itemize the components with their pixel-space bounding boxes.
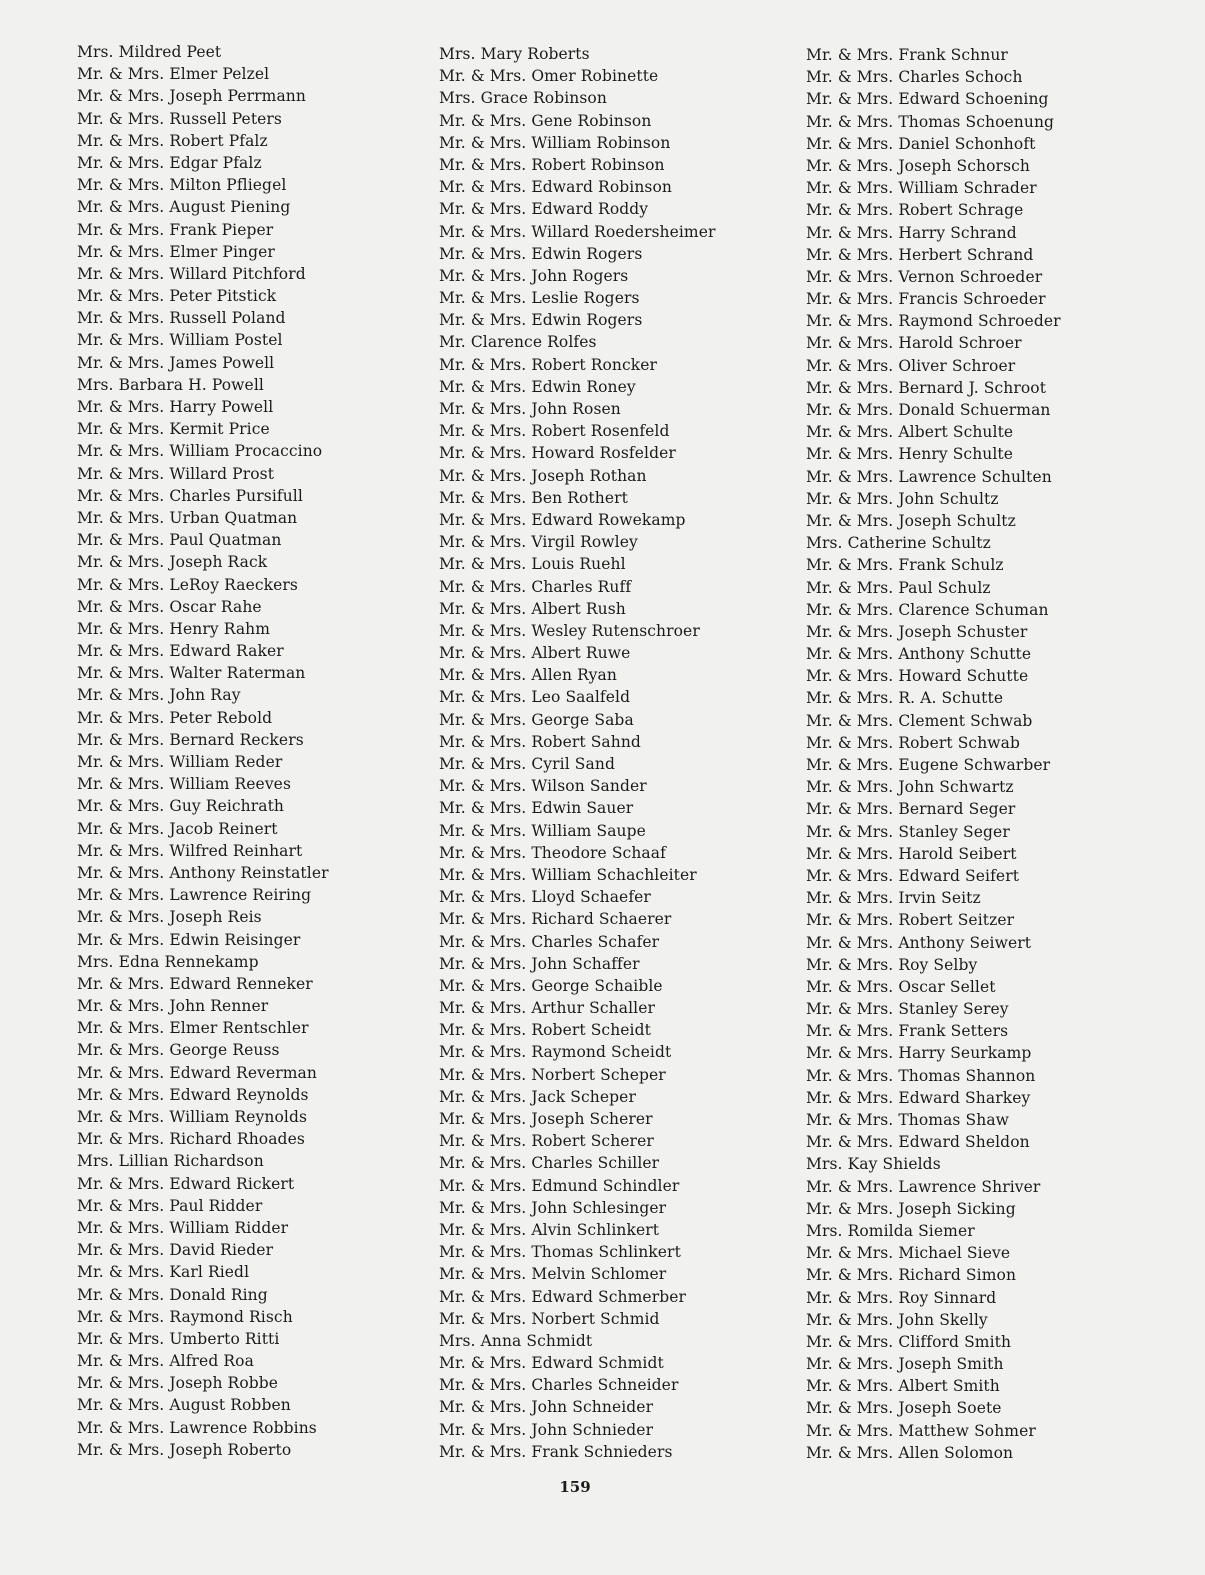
name-entry: Mr. & Mrs. Charles Schoch — [806, 68, 1023, 87]
name-entry: Mr. & Mrs. Clement Schwab — [806, 711, 1033, 730]
name-entry: Mr. & Mrs. Robert Roncker — [439, 355, 658, 374]
name-entry: Mr. & Mrs. Raymond Scheidt — [439, 1043, 672, 1062]
name-entry: Mr. & Mrs. Russell Poland — [77, 309, 286, 328]
name-entry: Mr. & Mrs. Willard Roedersheimer — [439, 222, 716, 241]
name-entry: Mr. & Mrs. Michael Sieve — [806, 1244, 1011, 1263]
name-entry: Mr. & Mrs. Joseph Reis — [77, 908, 262, 927]
name-entry: Mr. & Mrs. Joseph Scherer — [439, 1110, 653, 1128]
name-entry: Mr. & Mrs. Richard Rhoades — [77, 1130, 305, 1149]
name-entry: Mr. & Mrs. Richard Simon — [806, 1266, 1017, 1285]
name-entry: Mr. & Mrs. Frank Schnieders — [439, 1442, 673, 1461]
name-entry: Mr. & Mrs. Robert Seitzer — [806, 911, 1015, 930]
name-entry: Mr. & Mrs. Edward Reverman — [77, 1063, 317, 1082]
name-entry: Mr. & Mrs. Joseph Schorsch — [806, 156, 1030, 175]
name-entry: Mr. & Mrs. Lawrence Shriver — [806, 1177, 1041, 1196]
name-entry: Mr. & Mrs. Wilson Sander — [439, 777, 647, 796]
name-entry: Mr. & Mrs. Theodore Schaaf — [439, 843, 666, 862]
name-entry: Mr. & Mrs. Edwin Roney — [439, 377, 636, 396]
name-entry: Mr. & Mrs. Robert Sahnd — [439, 732, 641, 751]
name-entry: Mr. & Mrs. Alvin Schlinkert — [439, 1220, 660, 1239]
name-entry: Mr. & Mrs. John Skelly — [806, 1310, 988, 1329]
name-entry: Mr. & Mrs. Kermit Price — [77, 420, 270, 439]
name-entry: Mr. & Mrs. R. A. Schutte — [806, 689, 1004, 708]
name-entry: Mr. & Mrs. Guy Reichrath — [77, 797, 285, 816]
name-entry: Mr. & Mrs. Edwin Rogers — [439, 244, 643, 263]
name-entry: Mr. & Mrs. Albert Ruwe — [439, 644, 631, 663]
name-entry: Mr. & Mrs. Harold Seibert — [806, 844, 1017, 863]
name-entry: Mr. & Mrs. Lawrence Reiring — [77, 886, 312, 905]
name-entry: Mr. & Mrs. John Rosen — [439, 400, 621, 418]
name-entry: Mr. & Mrs. Wesley Rutenschroer — [439, 621, 700, 640]
name-entry: Mr. & Mrs. Robert Pfalz — [77, 131, 268, 150]
name-entry: Mr. & Mrs. Melvin Schlomer — [439, 1265, 667, 1284]
name-entry: Mr. & Mrs. John Rogers — [439, 266, 629, 285]
name-entry: Mr. & Mrs. Virgil Rowley — [439, 533, 638, 552]
name-entry: Mr. & Mrs. LeRoy Raeckers — [77, 575, 298, 594]
name-entry: Mr. & Mrs. Clifford Smith — [806, 1332, 1012, 1351]
name-entry: Mr. & Mrs. Willard Pitchford — [77, 264, 306, 283]
name-entry: Mr. & Mrs. Russell Peters — [77, 109, 282, 128]
name-entry: Mrs. Grace Robinson — [439, 89, 607, 108]
name-entry: Mr. & Mrs. Leo Saalfeld — [439, 688, 631, 707]
name-entry: Mr. & Mrs. James Powell — [77, 353, 275, 372]
name-column-middle — [439, 43, 716, 1463]
name-entry: Mr. & Mrs. Paul Ridder — [77, 1196, 263, 1215]
name-entry: Mr. & Mrs. Ben Rothert — [439, 488, 628, 507]
name-entry: Mr. & Mrs. Paul Schulz — [806, 578, 991, 597]
name-entry: Mrs. Catherine Schultz — [806, 534, 991, 553]
name-entry: Mr. & Mrs. Edward Rickert — [77, 1174, 295, 1193]
name-entry: Mr. & Mrs. Herbert Schrand — [806, 245, 1034, 264]
name-entry: Mr. & Mrs. William Reeves — [77, 775, 291, 794]
name-entry: Mr. & Mrs. Edward Schmerber — [439, 1287, 687, 1306]
name-entry: Mr. & Mrs. Raymond Schroeder — [806, 312, 1061, 331]
name-entry: Mr. & Mrs. Robert Robinson — [439, 155, 665, 174]
name-entry: Mr. & Mrs. George Reuss — [77, 1041, 280, 1060]
name-entry: Mrs. Mary Roberts — [439, 45, 590, 63]
page-number: 159 — [559, 1478, 591, 1496]
name-entry: Mrs. Lillian Richardson — [77, 1152, 264, 1171]
name-entry: Mr. & Mrs. Robert Rosenfeld — [439, 422, 670, 441]
name-entry: Mr. & Mrs. Henry Schulte — [806, 445, 1014, 464]
name-entry: Mr. & Mrs. Harry Seurkamp — [806, 1044, 1032, 1063]
name-entry: Mr. & Mrs. Charles Ruff — [439, 577, 632, 596]
name-entry: Mr. & Mrs. Karl Riedl — [77, 1263, 250, 1282]
name-entry: Mr. & Mrs. Charles Schafer — [439, 932, 660, 951]
name-entry: Mr. & Mrs. Thomas Shaw — [806, 1111, 1010, 1129]
name-entry: Mr. & Mrs. Milton Pfliegel — [77, 176, 287, 195]
name-entry: Mr. & Mrs. David Rieder — [77, 1241, 274, 1260]
name-entry: Mr. & Mrs. Joseph Roberto — [77, 1440, 292, 1459]
name-entry: Mrs. Edna Rennekamp — [77, 952, 259, 971]
name-entry: Mr. & Mrs. Edward Sharkey — [806, 1088, 1031, 1107]
name-entry: Mr. & Mrs. Charles Pursifull — [77, 486, 303, 505]
name-entry: Mr. & Mrs. Francis Schroeder — [806, 290, 1046, 309]
name-entry: Mr. & Mrs. Edward Rowekamp — [439, 510, 686, 529]
name-entry: Mr. & Mrs. Donald Ring — [77, 1285, 268, 1304]
name-entry: Mr. & Mrs. Jack Scheper — [439, 1087, 636, 1106]
name-entry: Mr. & Mrs. August Piening — [77, 198, 291, 217]
name-entry: Mr. & Mrs. Frank Pieper — [77, 220, 274, 239]
name-entry: Mr. & Mrs. Henry Rahm — [77, 619, 271, 638]
name-entry: Mr. & Mrs. William Postel — [77, 331, 283, 350]
name-entry: Mr. & Mrs. Oscar Sellet — [806, 977, 996, 996]
name-entry: Mr. & Mrs. Irvin Seitz — [806, 889, 981, 908]
name-entry: Mr. & Mrs. Edwin Sauer — [439, 799, 634, 818]
name-entry: Mr. & Mrs. Joseph Smith — [806, 1355, 1004, 1374]
name-entry: Mr. & Mrs. Wilfred Reinhart — [77, 841, 303, 860]
name-entry: Mr. & Mrs. Roy Selby — [806, 955, 978, 974]
name-entry: Mr. & Mrs. William Procaccino — [77, 442, 323, 461]
name-entry: Mr. & Mrs. George Schaible — [439, 976, 663, 995]
name-entry: Mr. & Mrs. Vernon Schroeder — [806, 267, 1043, 286]
name-entry: Mr. & Mrs. Oscar Rahe — [77, 597, 262, 616]
name-entry: Mr. & Mrs. Joseph Robbe — [77, 1374, 279, 1393]
name-entry: Mr. & Mrs. Charles Schiller — [439, 1154, 660, 1173]
name-entry: Mrs. Anna Schmidt — [439, 1331, 593, 1350]
name-entry: Mr. & Mrs. Frank Schulz — [806, 556, 1004, 575]
name-entry: Mr. & Mrs. Umberto Ritti — [77, 1329, 280, 1348]
name-entry: Mr. & Mrs. Robert Schrage — [806, 201, 1024, 220]
name-entry: Mrs. Mildred Peet — [77, 43, 222, 61]
name-entry: Mr. & Mrs. Joseph Schuster — [806, 622, 1028, 641]
name-entry: Mr. & Mrs. Bernard Reckers — [77, 730, 304, 749]
name-entry: Mr. & Mrs. Joseph Schultz — [806, 511, 1016, 530]
name-entry: Mr. & Mrs. Norbert Scheper — [439, 1065, 666, 1084]
name-entry: Mr. & Mrs. Joseph Sicking — [806, 1199, 1016, 1218]
name-entry: Mr. & Mrs. Edwin Reisinger — [77, 930, 301, 949]
name-entry: Mr. & Mrs. Omer Robinette — [439, 67, 659, 86]
name-entry: Mr. & Mrs. Edgar Pfalz — [77, 153, 262, 172]
name-entry: Mr. & Mrs. William Schrader — [806, 179, 1037, 198]
name-entry: Mr. & Mrs. Stanley Seger — [806, 822, 1010, 841]
name-entry: Mr. & Mrs. John Schneider — [439, 1398, 654, 1417]
name-column-right — [806, 44, 1061, 1464]
name-entry: Mr. & Mrs. Lloyd Schaefer — [439, 888, 651, 907]
name-entry: Mr. & Mrs. Frank Setters — [806, 1022, 1009, 1041]
name-entry: Mr. & Mrs. John Schwartz — [806, 778, 1014, 797]
name-entry: Mr. & Mrs. Lawrence Schulten — [806, 467, 1052, 486]
name-entry: Mr. & Mrs. Edward Roddy — [439, 200, 649, 219]
name-entry: Mr. & Mrs. Edward Schmidt — [439, 1354, 664, 1373]
name-entry: Mr. & Mrs. Urban Quatman — [77, 508, 298, 527]
name-entry: Mr. & Mrs. Anthony Reinstatler — [77, 863, 329, 882]
name-entry: Mr. & Mrs. Joseph Perrmann — [77, 87, 306, 106]
name-entry: Mr. & Mrs. Allen Solomon — [806, 1443, 1014, 1462]
name-entry: Mr. & Mrs. John Schultz — [806, 489, 999, 508]
name-entry: Mr. & Mrs. Clarence Schuman — [806, 600, 1049, 619]
name-entry: Mr. & Mrs. Howard Rosfelder — [439, 444, 676, 463]
name-entry: Mr. & Mrs. Edwin Rogers — [439, 311, 643, 330]
name-entry: Mr. & Mrs. Harold Schroer — [806, 334, 1022, 353]
name-entry: Mr. & Mrs. Arthur Schaller — [439, 999, 655, 1018]
name-entry: Mr. & Mrs. William Saupe — [439, 821, 646, 840]
name-entry: Mr. & Mrs. Donald Schuerman — [806, 401, 1051, 419]
name-entry: Mr. & Mrs. Edward Sheldon — [806, 1133, 1030, 1152]
name-entry: Mr. & Mrs. Leslie Rogers — [439, 289, 640, 308]
name-entry: Mr. & Mrs. Thomas Shannon — [806, 1066, 1036, 1085]
name-entry: Mr. & Mrs. Joseph Rothan — [439, 466, 647, 485]
name-entry: Mr. & Mrs. John Ray — [77, 686, 241, 705]
name-entry: Mr. & Mrs. John Renner — [77, 997, 269, 1016]
name-entry: Mr. & Mrs. Daniel Schonhoft — [806, 134, 1036, 153]
name-entry: Mr. & Mrs. Albert Smith — [806, 1377, 1000, 1396]
name-entry: Mr. & Mrs. Gene Robinson — [439, 111, 652, 130]
name-entry: Mr. & Mrs. Elmer Rentschler — [77, 1019, 309, 1038]
name-entry: Mr. & Mrs. Bernard J. Schroot — [806, 378, 1047, 397]
name-entry: Mr. & Mrs. John Schnieder — [439, 1420, 654, 1439]
name-entry: Mr. & Mrs. Joseph Soete — [806, 1399, 1002, 1418]
name-entry: Mr. & Mrs. William Robinson — [439, 133, 671, 152]
name-entry: Mr. & Mrs. Norbert Schmid — [439, 1309, 660, 1328]
name-entry: Mr. & Mrs. Lawrence Robbins — [77, 1418, 317, 1437]
name-entry: Mr. & Mrs. Cyril Sand — [439, 755, 615, 773]
name-entry: Mr. & Mrs. Louis Ruehl — [439, 555, 626, 574]
name-entry: Mr. & Mrs. Albert Schulte — [806, 423, 1014, 442]
name-entry: Mr. & Mrs. Harry Powell — [77, 398, 274, 416]
name-entry: Mr. & Mrs. William Reder — [77, 753, 283, 771]
name-entry: Mr. & Mrs. Elmer Pinger — [77, 242, 275, 261]
name-entry: Mr. & Mrs. Robert Schwab — [806, 733, 1021, 752]
name-entry: Mr. & Mrs. Edward Raker — [77, 642, 284, 661]
name-entry: Mr. & Mrs. Robert Scherer — [439, 1132, 654, 1151]
name-entry: Mr. & Mrs. Peter Pitstick — [77, 287, 277, 306]
name-entry: Mr. & Mrs. Richard Schaerer — [439, 910, 672, 929]
name-entry: Mr. Clarence Rolfes — [439, 333, 597, 352]
name-entry: Mr. & Mrs. Anthony Seiwert — [806, 933, 1032, 952]
name-entry: Mr. & Mrs. August Robben — [77, 1396, 291, 1415]
name-entry: Mr. & Mrs. Thomas Schlinkert — [439, 1243, 681, 1262]
name-entry: Mr. & Mrs. Edward Renneker — [77, 974, 313, 993]
name-entry: Mr. & Mrs. Harry Schrand — [806, 223, 1017, 242]
name-entry: Mr. & Mrs. Oliver Schroer — [806, 356, 1016, 375]
name-entry: Mr. & Mrs. Edward Robinson — [439, 178, 672, 197]
name-entry: Mr. & Mrs. John Schlesinger — [439, 1198, 667, 1217]
name-entry: Mr. & Mrs. Edward Reynolds — [77, 1085, 309, 1104]
name-entry: Mr. & Mrs. Edward Seifert — [806, 866, 1020, 885]
name-entry: Mr. & Mrs. Peter Rebold — [77, 708, 273, 727]
name-entry: Mr. & Mrs. Frank Schnur — [806, 46, 1008, 64]
name-entry: Mrs. Kay Shields — [806, 1155, 941, 1174]
name-entry: Mr. & Mrs. Eugene Schwarber — [806, 756, 1051, 774]
name-entry: Mr. & Mrs. Thomas Schoenung — [806, 112, 1055, 131]
name-column-left — [77, 41, 329, 1461]
name-entry: Mr. & Mrs. Raymond Risch — [77, 1307, 293, 1326]
name-entry: Mr. & Mrs. Matthew Sohmer — [806, 1421, 1036, 1440]
name-entry: Mr. & Mrs. Stanley Serey — [806, 1000, 1009, 1019]
name-entry: Mr. & Mrs. William Reynolds — [77, 1108, 308, 1126]
name-entry: Mrs. Romilda Siemer — [806, 1221, 975, 1240]
name-entry: Mr. & Mrs. Bernard Seger — [806, 800, 1016, 819]
name-entry: Mr. & Mrs. Allen Ryan — [439, 666, 617, 685]
name-entry: Mr. & Mrs. Elmer Pelzel — [77, 65, 270, 84]
name-entry: Mr. & Mrs. Walter Raterman — [77, 664, 306, 683]
name-entry: Mr. & Mrs. Willard Prost — [77, 464, 275, 483]
name-entry: Mr. & Mrs. Roy Sinnard — [806, 1288, 997, 1307]
name-entry: Mr. & Mrs. George Saba — [439, 710, 634, 729]
name-entry: Mr. & Mrs. Albert Rush — [439, 599, 626, 618]
name-entry: Mr. & Mrs. Alfred Roa — [77, 1352, 254, 1371]
name-entry: Mr. & Mrs. Charles Schneider — [439, 1376, 679, 1395]
name-entry: Mr. & Mrs. Paul Quatman — [77, 531, 282, 550]
name-entry: Mr. & Mrs. Howard Schutte — [806, 667, 1029, 686]
name-entry: Mr. & Mrs. John Schaffer — [439, 954, 640, 973]
name-entry: Mr. & Mrs. Edmund Schindler — [439, 1176, 680, 1195]
name-entry: Mr. & Mrs. Robert Scheidt — [439, 1021, 651, 1040]
name-entry: Mr. & Mrs. Edward Schoening — [806, 90, 1049, 109]
name-entry: Mrs. Barbara H. Powell — [77, 375, 264, 394]
name-entry: Mr. & Mrs. Joseph Rack — [77, 553, 268, 572]
name-entry: Mr. & Mrs. Jacob Reinert — [77, 819, 278, 838]
name-entry: Mr. & Mrs. William Schachleiter — [439, 865, 697, 884]
name-entry: Mr. & Mrs. Anthony Schutte — [806, 645, 1032, 664]
name-entry: Mr. & Mrs. William Ridder — [77, 1218, 289, 1237]
